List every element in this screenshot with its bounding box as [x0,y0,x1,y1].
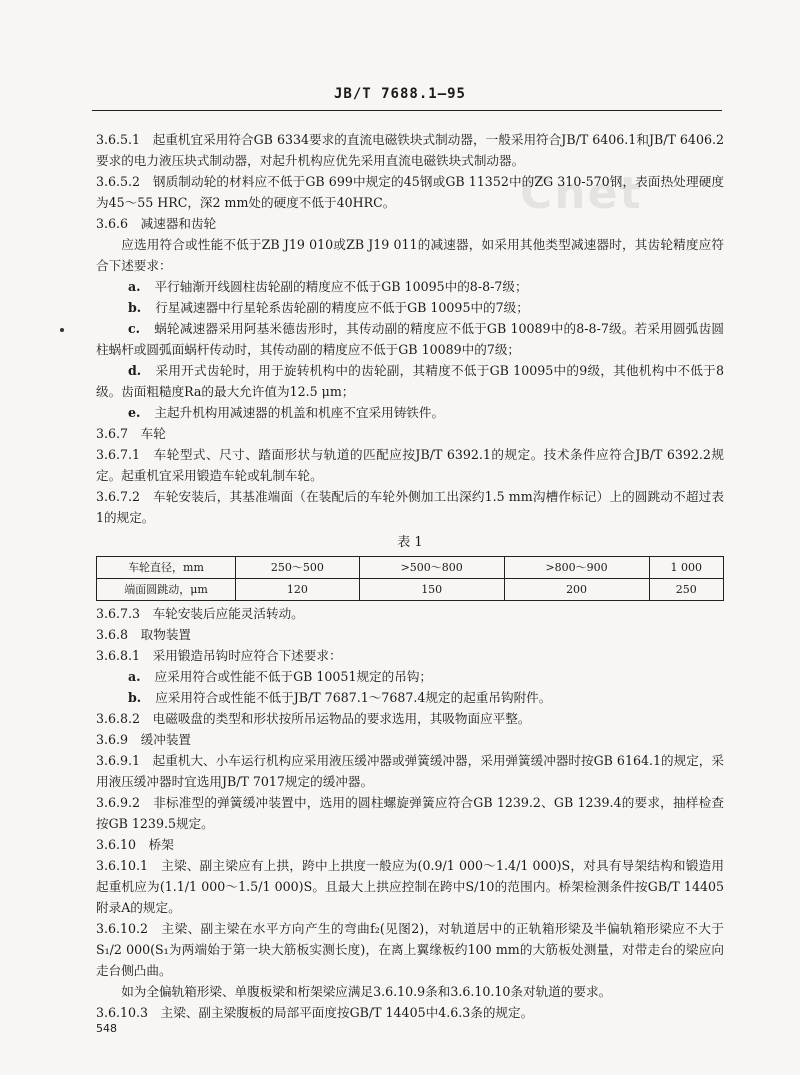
clause-3-6-8-2: 3.6.8.2 电磁吸盘的类型和形状按所吊运物品的要求选用，其吸物面应平整。 [96,711,531,726]
table-cell: 120 [236,579,360,601]
page-number: 548 [96,1022,117,1035]
list-item-d: d. 采用开式齿轮时，用于旋转机构中的齿轮副，其精度不低于GB 10095中的9级，其他机构中不低于8级。齿面粗糙度Ra的最大允许值为12.5 μm； [96,363,724,399]
table-cell: 250～500 [236,557,360,579]
list-item-a: a. 应采用符合或性能不低于GB 10051规定的吊钩； [128,669,433,684]
list-item-b: b. 行星减速器中行星轮系齿轮副的精度应不低于GB 10095中的7级； [128,300,529,315]
page-header: JB/T 7688.1—95 [333,86,466,102]
table-row-head: 车轮直径，mm [97,557,236,579]
clause-3-6-10-1: 3.6.10.1 主梁、副主梁应有上拱，跨中上拱度一般应为(0.9/1 000～1.4/1 000)S，对具有导架结构和锻造用起重机应为(1.1/1 000～1.5/1 000)S。且最大上拱应控制在跨中S/10的范围内。桥架检测条件按GB/T 14405附录A的规定。 [96,858,724,915]
section-3-6-8: 3.6.8 取物装置 [96,627,192,642]
clause-3-6-10-3: 3.6.10.3 主梁、副主梁腹板的局部平面度按GB/T 14405中4.6.3条的规定。 [96,1005,534,1020]
section-3-6-10: 3.6.10 桥架 [96,837,174,852]
section-3-6-7: 3.6.7 车轮 [96,426,166,441]
clause-3-6-8-1: 3.6.8.1 采用锻造吊钩时应符合下述要求： [96,648,342,663]
table-cell: 150 [359,579,504,601]
watermark: Cnet [520,168,643,219]
clause-3-6-10-2-note: 如为全偏轨箱形梁、单腹板梁和桁架梁应满足3.6.10.9条和3.6.10.10条对轨道的要求。 [121,984,612,999]
section-3-6-9: 3.6.9 缓冲装置 [96,732,192,747]
clause-3-6-7-2: 3.6.7.2 车轮安装后，其基准端面（在装配后的车轮外侧加工出深约1.5 mm沟槽作标记）上的圆跳动不超过表1的规定。 [96,489,724,525]
clause-3-6-9-2: 3.6.9.2 非标准型的弹簧缓冲装置中，选用的圆柱螺旋弹簧应符合GB 1239.2、GB 1239.4的要求，抽样检查按GB 1239.5规定。 [96,795,724,831]
table-cell: 250 [649,579,724,601]
body-text [96,129,724,1023]
table-row [97,557,724,579]
clause-3-6-9-1: 3.6.9.1 起重机大、小车运行机构应采用液压缓冲器或弹簧缓冲器，采用弹簧缓冲器时按GB 6164.1的规定，采用液压缓冲器时宜选用JB/T 7017规定的缓冲器。 [96,753,724,789]
table-cell: >800～900 [504,557,649,579]
table-row [97,579,724,601]
section-3-6-6: 3.6.6 减速器和齿轮 [96,216,217,231]
clause-3-6-5-1: 3.6.5.1 起重机宜采用符合GB 6334要求的直流电磁铁块式制动器，一般采用符合JB/T 6406.1和JB/T 6406.2要求的电力液压块式制动器，对起升机构应优先采用直流电磁铁块式制动器。 [96,132,724,168]
list-item-b: b. 应采用符合或性能不低于JB/T 7687.1～7687.4规定的起重吊钩附件。 [128,690,552,705]
list-item-c: c. 蜗轮减速器采用阿基米德齿形时，其传动副的精度应不低于GB 10089中的8-8-7级。若采用圆弧齿圆柱蜗杆或圆弧面蜗杆传动时，其传动副的精度应不低于GB 10089中的7级； [96,321,724,357]
table-caption: 表 1 [397,535,423,550]
table-cell: >500～800 [359,557,504,579]
list-item-a: a. 平行轴渐开线圆柱齿轮副的精度应不低于GB 10095中的8-8-7级； [128,279,528,294]
header-rule [92,110,722,111]
list-item-e: e. 主起升机构用减速器的机盖和机座不宜采用铸铁件。 [128,405,445,420]
clause-3-6-6-body: 应选用符合或性能不低于ZB J19 010或ZB J19 011的减速器，如采用其他类型减速器时，其齿轮精度应符合下述要求： [96,237,724,273]
table-cell: 1 000 [649,557,724,579]
table-row-head: 端面圆跳动，μm [97,579,236,601]
table-1 [96,556,724,601]
clause-3-6-10-2: 3.6.10.2 主梁、副主梁在水平方向产生的弯曲f₂(见图2)，对轨道居中的正轨箱形梁及半偏轨箱形梁应不大于S₁/2 000(S₁为两端始于第一块大筋板实测长度)，在离上翼缘板约100 mm的大筋板处测量，对带走台的梁应向走台侧凸曲。 [96,921,724,978]
scan-speck [60,328,64,332]
clause-3-6-5-2: 3.6.5.2 钢质制动轮的材料应不低于GB 699中规定的45钢或GB 11352中的ZG 310-570钢，表面热处理硬度为45～55 HRC，深2 mm处的硬度不低于40HRC。 [96,174,724,210]
clause-3-6-7-1: 3.6.7.1 车轮型式、尺寸、踏面形状与轨道的匹配应按JB/T 6392.1的规定。技术条件应符合JB/T 6392.2规定。起重机宜采用锻造车轮或轧制车轮。 [96,447,724,483]
clause-3-6-7-3: 3.6.7.3 车轮安装后应能灵活转动。 [96,606,304,621]
table-cell: 200 [504,579,649,601]
